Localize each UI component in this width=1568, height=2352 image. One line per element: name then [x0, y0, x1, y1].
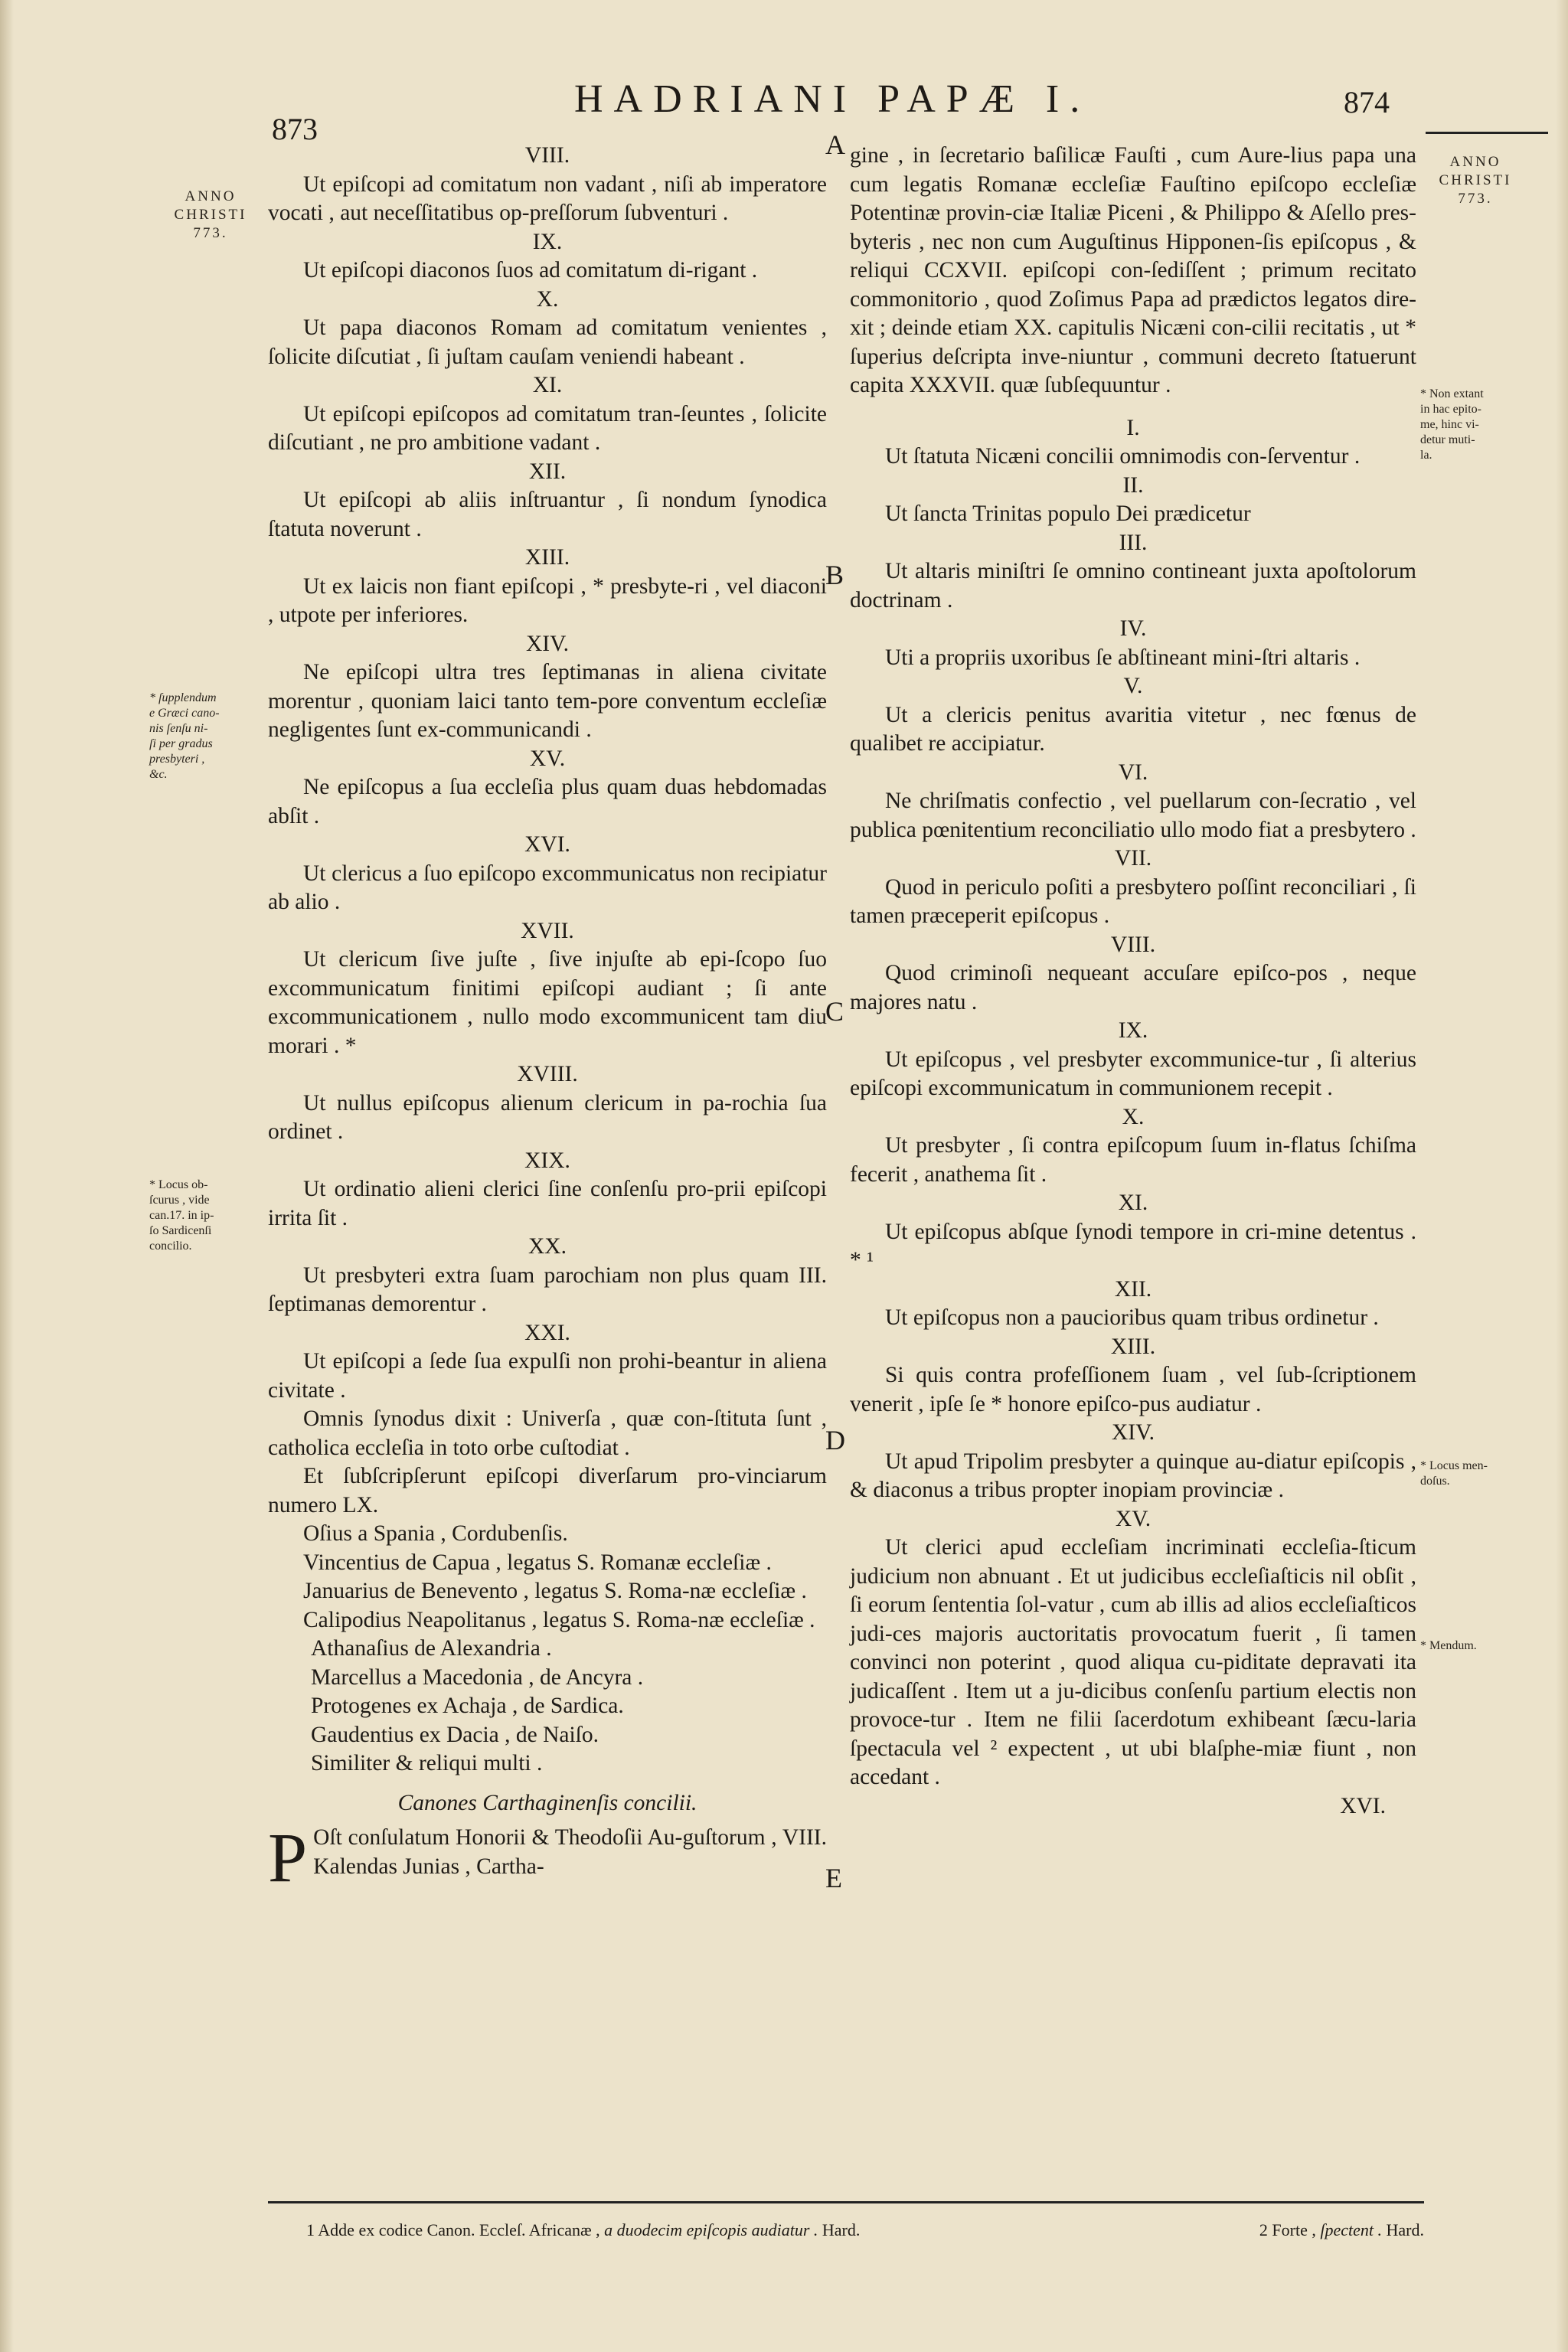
canon-number: XVI.	[1340, 1793, 1386, 1818]
canon-text: Ne epiſcopi ultra tres ſeptimanas in aliena civitate morentur , quoniam laici tanto tem-pore conventum eccleſiæ negligentes ſunt ex-communicandi .	[268, 660, 827, 742]
note-line: * Locus ob-	[149, 1178, 208, 1191]
canon-text: Ut epiſcopi a ſede ſua expulſi non prohi-beantur in aliena civitate .	[268, 1349, 827, 1403]
canon-text: Ut epiſcopi ab aliis inſtruantur , ſi nondum ſynodica ſtatuta noverunt .	[268, 488, 827, 541]
canon-number: X.	[1122, 1104, 1145, 1129]
canon-number: XII.	[528, 459, 567, 484]
signatory: Gaudentius ex Dacia , de Naiſo.	[311, 1722, 599, 1747]
margin-anno-right	[1426, 153, 1525, 208]
canon-text: Ut epiſcopus , vel presbyter excommunice-tur , ſi alterius epiſcopi excommunicatum in communionem recepit .	[850, 1047, 1416, 1100]
footnote-2	[1259, 2220, 1424, 2240]
note-line: presbyteri ,	[149, 753, 205, 766]
canon-number: XVII.	[521, 918, 574, 943]
note-line: can.17. in ip-	[149, 1209, 214, 1222]
subscription-statement: Et ſubſcripſerunt epiſcopi diverſarum pro-vinciarum numero LX.	[268, 1464, 827, 1517]
spacer	[850, 400, 1416, 414]
margin-note-locus-obscurus	[149, 1178, 264, 1254]
note-line: detur muti-	[1420, 433, 1475, 446]
canon-text: Ut epiſcopus non a paucioribus quam tribus ordinetur .	[885, 1305, 1379, 1330]
signatory: Oſius a Spania , Cordubenſis.	[303, 1521, 568, 1546]
canon-text: Uti a propriis uxoribus ſe abſtineant mini-ſtri altaris .	[885, 645, 1361, 670]
canon-number: XIV.	[525, 631, 569, 656]
footnote-text: 2 Forte ,	[1259, 2220, 1316, 2239]
footnote-italic: ſpectent .	[1320, 2220, 1383, 2239]
signatory: Athanaſius de Alexandria .	[311, 1636, 552, 1661]
canon-text: Ut papa diaconos Romam ad comitatum venientes , ſolicite diſcutiat , ſi juſtam cauſam veniendi habeant .	[268, 315, 827, 369]
canon-text: Ut presbyter , ſi contra epiſcopum ſuum in-flatus ſchiſma fecerit , anathema ſit .	[850, 1133, 1416, 1187]
note-line: * ſupplendum	[149, 691, 217, 704]
note-line: concilio.	[149, 1240, 192, 1253]
canon-number: XIV.	[1111, 1420, 1155, 1445]
canon-number: IV.	[1119, 616, 1147, 641]
canon-text: Ut ſtatuta Nicæni concilii omnimodis con-ſerventur .	[885, 444, 1361, 469]
signatory: Similiter & reliqui multi .	[311, 1751, 543, 1775]
note-line: me, hinc vi-	[1420, 418, 1479, 431]
christi-word: CHRISTI	[174, 207, 247, 223]
canon-text: Ut presbyteri extra ſuam parochiam non plus quam III. ſeptimanas demorentur .	[268, 1263, 827, 1316]
note-line: ſo Sardicenſi	[149, 1224, 212, 1237]
canon-number: XIII.	[524, 545, 570, 570]
header-rule	[1426, 132, 1548, 134]
note-line: ſcurus , vide	[149, 1194, 210, 1207]
canon-text: Si quis contra profeſſionem ſuam , vel ſub-ſcriptionem venerit , ipſe ſe * honore epiſco-pus audiatur .	[850, 1363, 1416, 1416]
canon-number: XX.	[528, 1234, 567, 1259]
canon-number: VI.	[1118, 760, 1148, 785]
anno-year: 773.	[193, 225, 228, 241]
canon-text: Ut clericus a ſuo epiſcopo excommunicatus non recipiatur ab alio .	[268, 861, 827, 914]
anno-word: ANNO	[1449, 154, 1501, 170]
canon-text: Quod in periculo poſiti a presbytero poſſint reconciliari , ſi tamen præceperit epiſcopus .	[850, 874, 1416, 928]
canon-number: XV.	[529, 746, 566, 771]
signatory: Marcellus a Macedonia , de Ancyra .	[311, 1664, 644, 1690]
side-letter-b: B	[825, 560, 844, 590]
page-gutter-shadow	[0, 0, 14, 2352]
note-line: ſi per gradus	[149, 737, 213, 750]
page-number-right: 874	[1344, 85, 1390, 119]
side-letter-c: C	[825, 996, 844, 1027]
footnote-1	[306, 2220, 860, 2240]
note-line: in hac epito-	[1420, 403, 1481, 416]
margin-note-locus-mendosus	[1420, 1459, 1535, 1489]
note-line: &c.	[149, 768, 168, 781]
footnote-rule	[268, 2201, 1424, 2203]
canon-number: XI.	[532, 373, 563, 397]
canon-text: Ut clericum ſive juſte , ſive injuſte ab epi-ſcopo ſuo excommunicatum finitimi epiſcopi audiant ; ſi ante excommunicationem , nullo modo excommunicent tam diu morari . *	[268, 947, 827, 1058]
anno-word: ANNO	[185, 188, 237, 204]
page-edge	[1556, 0, 1568, 2352]
canon-text: Ut a clericis penitus avaritia vitetur , nec fœnus de qualibet re accipiatur.	[850, 702, 1416, 756]
footnotes	[306, 2220, 1424, 2240]
canon-number: III.	[1119, 530, 1148, 555]
right-column	[850, 142, 1416, 1821]
canon-text: Ut apud Tripolim presbyter a quinque au-diatur epiſcopis , & diaconus a tribus propter inopiam provinciæ .	[850, 1449, 1416, 1502]
canon-number: IX.	[1118, 1018, 1148, 1043]
canon-text: Quod criminoſi nequeant accuſare epiſco-pos , neque majores natu .	[850, 961, 1416, 1014]
note-line: * Non extant	[1420, 387, 1484, 400]
canon-text: Ut altaris miniſtri ſe omnino contineant juxta apoſtolorum doctrinam .	[850, 559, 1416, 612]
footnote-italic: a duodecim epiſcopis audiatur .	[604, 2220, 818, 2239]
left-column	[268, 142, 827, 1896]
canon-text: Ut epiſcopus abſque ſynodi tempore in cri-mine detentus . * ¹	[850, 1219, 1416, 1272]
canon-number: XV.	[1115, 1506, 1152, 1531]
canon-text: Ut ex laicis non fiant epiſcopi , * presbyte-ri , vel diaconi , utpote per inferiores.	[268, 573, 827, 627]
canon-number: XVI.	[524, 832, 570, 857]
canon-text: Ut epiſcopi epiſcopos ad comitatum tran-ſeuntes , ſolicite diſcutiant , ne pro ambitione vadant .	[268, 401, 827, 455]
footnote-source: Hard.	[822, 2220, 861, 2239]
note-line: doſus.	[1420, 1475, 1450, 1488]
carthage-intro: gine , in ſecretario baſilicæ Fauſti , cum Aure-lius papa una cum legatis Romanæ eccleſiæ Fauſtino epiſcopo eccleſiæ Potentinæ provin-ciæ Italiæ Piceni , & Philippo & Aſello pres-byteris , nec non cum Auguſtinus Hipponen-ſis epiſcopus , & reliqui CCXVII. epiſcopi con-ſediſſent ; primum recitato commonitorio , quod Zoſimus Papa ad prædictos legatos dire-xit ; deinde etiam XX. capitulis Nicæni con-cilii recitatis , ut * ſuperius deſcripta inve-niuntur , communi decreto ſtatuerunt capita XXXVII. quæ ſubſequuntur .	[850, 143, 1416, 397]
margin-note-mendum: * Mendum.	[1420, 1639, 1477, 1652]
christi-word: CHRISTI	[1439, 172, 1512, 188]
canon-text: Ut ordinatio alieni clerici ſine conſenſu pro-prii epiſcopi irrita ſit .	[268, 1177, 827, 1230]
canon-number: VIII.	[524, 143, 570, 168]
section-title: Canones Carthaginenſis concilii.	[397, 1790, 697, 1815]
anno-year: 773.	[1458, 191, 1493, 207]
canon-number: VII.	[1114, 846, 1152, 871]
opening-text: Oſt conſulatum Honorii & Theodoſii Au-guſtorum , VIII. Kalendas Junias , Cartha-	[313, 1825, 827, 1879]
drop-cap: P	[268, 1818, 308, 1896]
canon-number: XIX.	[524, 1148, 570, 1173]
signatory: Vincentius de Capua , legatus S. Romanæ eccleſiæ .	[303, 1550, 772, 1575]
canon-number: I.	[1126, 415, 1140, 440]
synodus-statement: Omnis ſynodus dixit : Univerſa , quæ con-ſtituta ſunt , catholica eccleſia in toto orbe cuſtodiat .	[268, 1406, 827, 1460]
signatory: Calipodius Neapolitanus , legatus S. Roma-næ eccleſiæ .	[303, 1607, 815, 1632]
canon-number: XXI.	[524, 1320, 570, 1345]
margin-anno-left	[157, 188, 264, 243]
note-line: e Græci cano-	[149, 707, 220, 720]
canon-number: V.	[1123, 674, 1143, 698]
signatory: Januarius de Benevento , legatus S. Roma-næ eccleſiæ .	[303, 1579, 807, 1603]
canon-number: XII.	[1114, 1276, 1152, 1302]
margin-note-supplendum	[149, 691, 264, 782]
footnote-text: 1 Adde ex codice Canon. Eccleſ. Africanæ ,	[306, 2220, 600, 2239]
canon-text: Ut clerici apud eccleſiam incriminati eccleſia-ſticum judicium non abnuant . Et ut judicibus eccleſiaſticis nil obſit , ſi eorum ſententia ſol-vatur , cum ab illis ad alios eccleſiaſticos judi-ces majoris auctoritatis provocatum fuerit , ſi tamen convinci non poterint , quod aliqua cu-piditate depravati ita judicaſſent . Item ut a ju-dicibus conſenſu partium electis non provoce-tur . Item ne filii ſacerdotum exhibeant ſæcu-laria ſpectacula vel ² expectent , ut ubi blaſphe-miæ fiunt , non accedant .	[850, 1535, 1416, 1789]
canon-text: Ut nullus epiſcopus alienum clericum in pa-rochia ſua ordinet .	[268, 1090, 827, 1144]
canon-text: Ut epiſcopi ad comitatum non vadant , niſi ab imperatore vocati , aut neceſſitatibus op-preſſorum ſubventuri .	[268, 172, 827, 225]
note-line: * Locus men-	[1420, 1459, 1488, 1472]
side-letter-a: A	[825, 129, 845, 160]
margin-note-non-extant	[1420, 387, 1535, 463]
side-letter-d: D	[825, 1425, 845, 1455]
canon-number: IX.	[532, 229, 563, 254]
canon-number: VIII.	[1110, 932, 1156, 957]
canon-text: Ut ſancta Trinitas populo Dei prædicetur	[885, 501, 1251, 526]
canon-text: Ut epiſcopi diaconos ſuos ad comitatum di-rigant .	[303, 258, 758, 283]
carthage-opening	[268, 1818, 827, 1896]
canon-text: Ne chriſmatis confectio , vel puellarum con-ſecratio , vel publica pœnitentium reconciliatio ullo modo fiat a presbytero .	[850, 789, 1416, 842]
page-number-left: 873	[272, 112, 318, 146]
canon-number: X.	[536, 286, 559, 312]
running-title: HADRIANI PAPÆ I.	[574, 77, 1091, 121]
canon-number: II.	[1122, 472, 1144, 498]
canon-number: XI.	[1118, 1191, 1148, 1215]
canon-number: XVIII.	[517, 1062, 578, 1086]
note-line: la.	[1420, 449, 1432, 462]
note-line: nis ſenſu ni-	[149, 722, 208, 735]
running-header	[0, 0, 1568, 161]
side-letter-e: E	[825, 1863, 842, 1893]
footnote-source: Hard.	[1386, 2220, 1424, 2239]
signatory: Protogenes ex Achaja , de Sardica.	[311, 1694, 624, 1718]
canon-text: Ne epiſcopus a ſua eccleſia plus quam duas hebdomadas abſit .	[268, 775, 827, 828]
canon-number: XIII.	[1110, 1334, 1156, 1359]
